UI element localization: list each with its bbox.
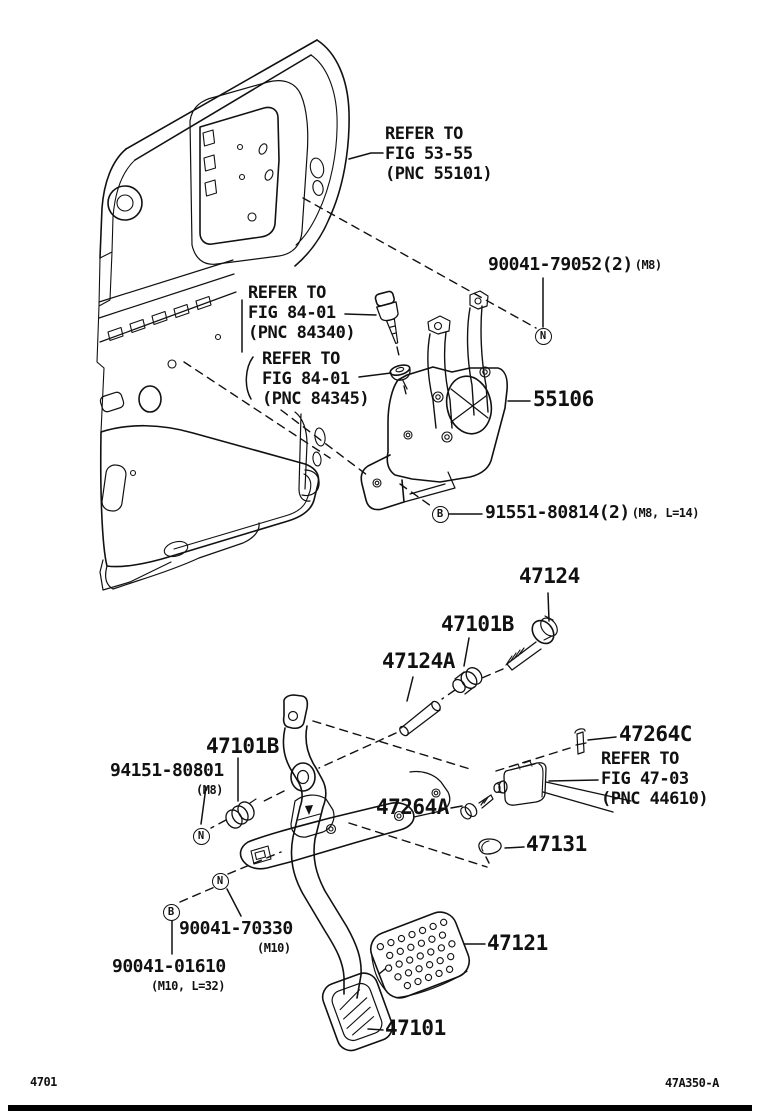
- label-part-47124a: 47124A: [382, 649, 455, 673]
- part-qualifier: (M8): [634, 258, 662, 272]
- label-part-90041-79052: [488, 256, 662, 274]
- label-refer-fig-53-55: [385, 124, 492, 184]
- part-number: 90041-79052(2): [488, 254, 633, 275]
- screw-47264a: [459, 795, 493, 821]
- label-part-47264a: 47264A: [376, 795, 449, 819]
- footer-drawing-code: 47A350-A: [665, 1076, 719, 1090]
- label-part-47101b-lower: 47101B: [206, 734, 279, 758]
- ref-line: REFER TO: [248, 283, 326, 303]
- footer-figure-number: 4701: [30, 1075, 57, 1089]
- label-part-90041-01610: 90041-01610: [112, 956, 226, 977]
- label-refer-fig-84-01-b: [262, 349, 369, 409]
- callout-circle-n-70330: N: [212, 873, 229, 890]
- part-number: 91551-80814(2): [485, 502, 630, 523]
- ref-line: FIG 53-55: [385, 144, 473, 164]
- label-qual-90041-01610: (M10, L=32): [151, 979, 225, 993]
- ref-line: FIG 47-03: [601, 769, 689, 789]
- ref-line: FIG 84-01: [248, 303, 336, 323]
- stopper-47131: [479, 839, 501, 854]
- ref-line: (PNC 84345): [262, 389, 370, 409]
- ref-line: REFER TO: [262, 349, 340, 369]
- callout-circle-n-94151: N: [193, 828, 210, 845]
- label-part-47101b-upper: 47101B: [441, 612, 514, 636]
- footer-rule-bar: [8, 1105, 752, 1111]
- label-qual-90041-70330: (M10): [257, 941, 291, 955]
- callout-circle-b-01610: B: [163, 904, 180, 921]
- spring-nut-47101b-lower: [223, 799, 257, 831]
- label-part-47121: 47121: [487, 931, 548, 955]
- label-part-47131: 47131: [526, 832, 587, 856]
- label-refer-fig-84-01-a: [248, 283, 355, 343]
- leader-lines: [172, 153, 616, 1030]
- part-qualifier: (M8, L=14): [631, 506, 699, 520]
- label-part-47264c: 47264C: [619, 722, 692, 746]
- label-qual-94151-80801: (M8): [196, 783, 223, 797]
- pin-47264c: [575, 729, 586, 754]
- label-refer-fig-47-03: [601, 749, 708, 809]
- label-part-94151-80801: 94151-80801: [110, 760, 224, 781]
- bolt-47124: [506, 615, 561, 670]
- label-part-55106: 55106: [533, 387, 594, 411]
- collar-47124a: [398, 700, 442, 738]
- pedal-foot-plate: [319, 969, 397, 1054]
- label-part-91551-80814: [485, 504, 699, 522]
- label-part-90041-70330: 90041-70330: [179, 918, 293, 939]
- ref-line: REFER TO: [385, 124, 463, 144]
- label-part-47124: 47124: [519, 564, 580, 588]
- ref-line: (PNC 84340): [248, 323, 356, 343]
- label-part-47101: 47101: [385, 1016, 446, 1040]
- callout-circle-b-91551: B: [432, 506, 449, 523]
- ref-line: (PNC 55101): [385, 164, 493, 184]
- ref-line: REFER TO: [601, 749, 679, 769]
- sensor-84340: [374, 290, 407, 345]
- ref-line: (PNC 44610): [601, 789, 709, 809]
- callout-circle-n-79052: N: [535, 328, 552, 345]
- pedal-support-bracket-55106: [361, 291, 507, 510]
- ref-line: FIG 84-01: [262, 369, 350, 389]
